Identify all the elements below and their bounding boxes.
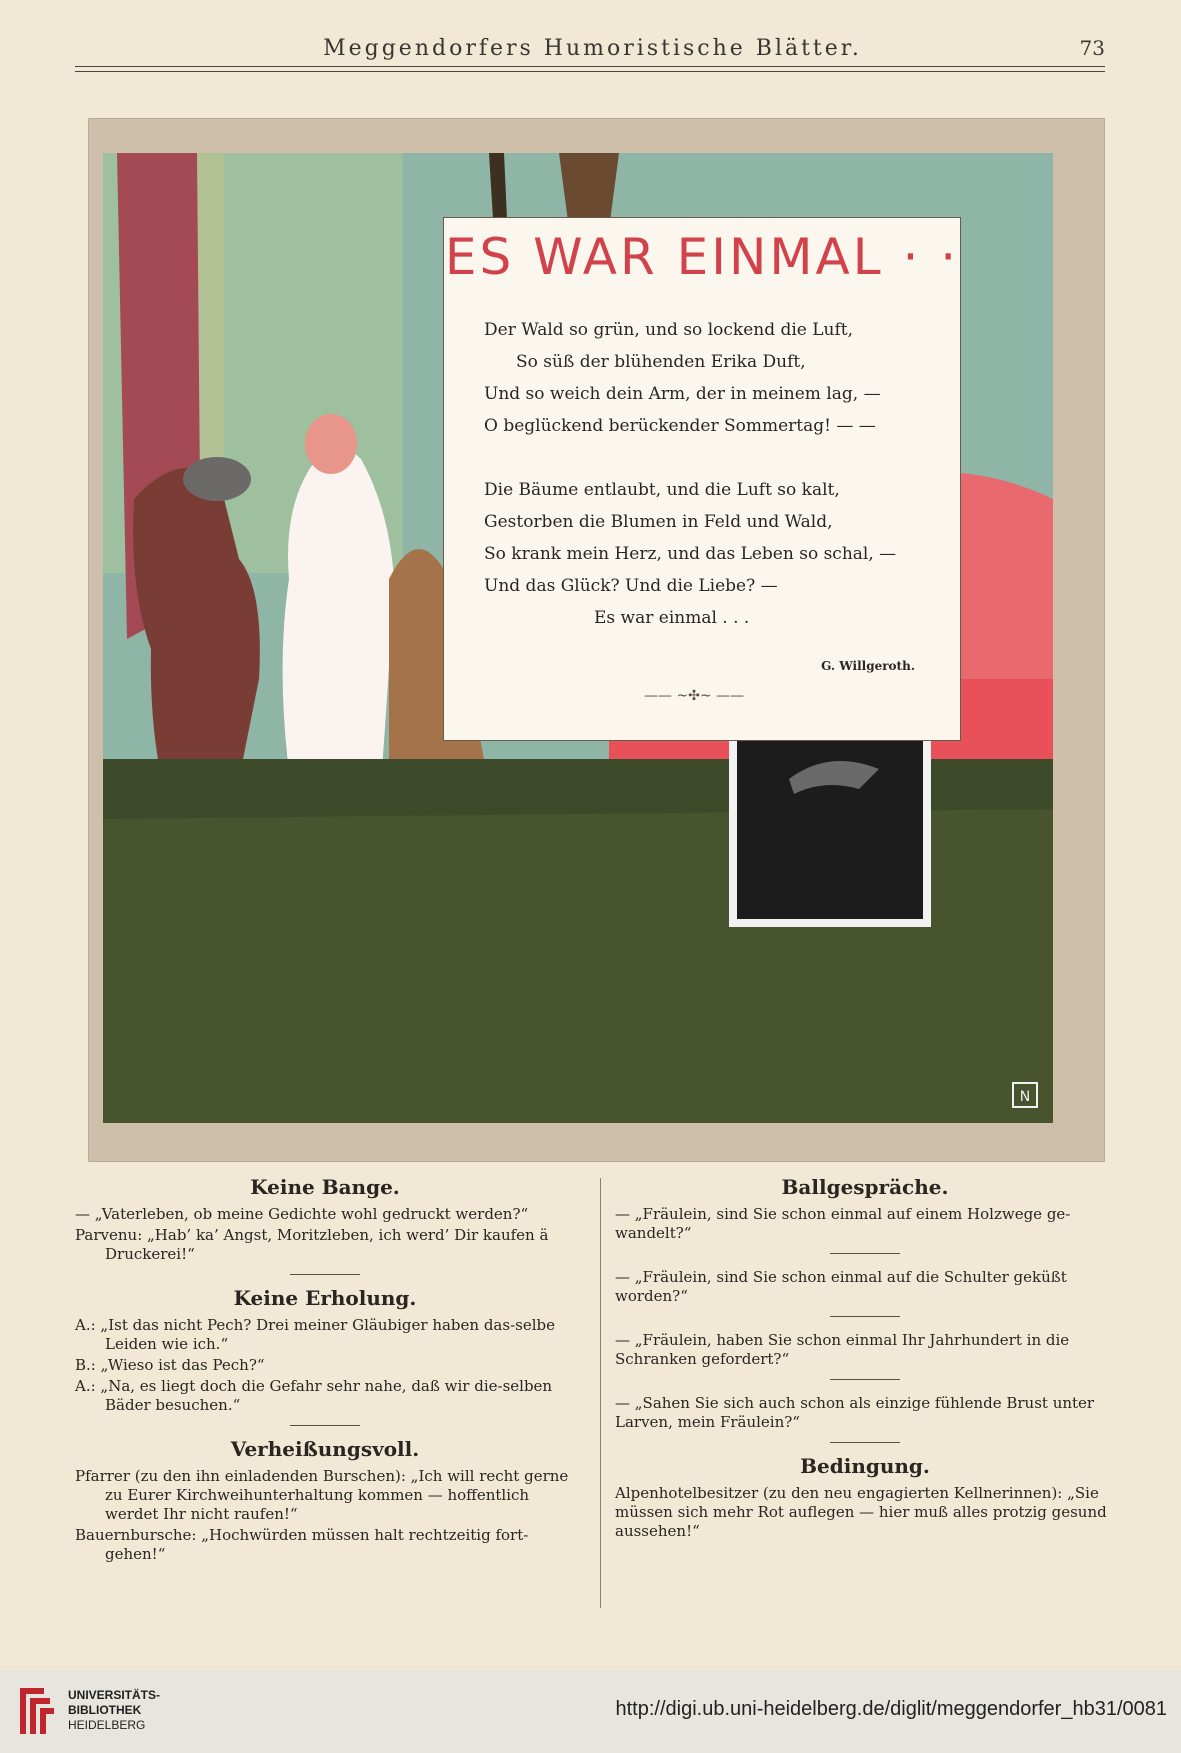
poem-line: Und so weich dein Arm, der in meinem lag, — [484,384,881,404]
section-title: Ballgespräche. [781,1175,949,1199]
joke-line: Bauernbursche: „Hochwürden müssen halt rechtzeitig fort-gehen!“ [75,1526,529,1563]
woman-figure [283,448,394,809]
library-name-line: BIBLIOTHEK [68,1703,142,1717]
section-title: Bedingung. [800,1454,930,1478]
portrait [737,727,923,919]
poem-line: Gestorben die Blumen in Feld und Wald, [484,512,833,532]
joke-line: — „Fräulein, sind Sie schon einmal auf einem Holzwege ge-wandelt?“ [615,1205,1071,1242]
section-separator [830,1379,900,1380]
running-header [80,36,1105,76]
poem-author: G. Willgeroth. [821,659,915,673]
joke-line: B.: „Wieso ist das Pech?“ [75,1356,265,1374]
section-separator [290,1425,360,1426]
joke-line: Pfarrer (zu den ihn einladenden Burschen): „Ich will recht gerne zu Eurer Kirchweihunterhaltung kommen — hoffentlich werdet Ihr nicht raufen!“ [75,1467,569,1523]
page-number: 73 [1079,36,1105,60]
journal-title: Meggendorfers Humoristische Blätter. [323,36,862,61]
poem-line: O beglückend berückender Sommertag! — — [484,416,876,436]
woman-hair [305,414,357,474]
section-separator [830,1316,900,1317]
poem-line: Der Wald so grün, und so lockend die Luft, [484,320,854,340]
joke-line: A.: „Na, es liegt doch die Gefahr sehr nahe, daß wir die-selben Bäder besuchen.“ [75,1377,553,1414]
poem-ornament: —— ~✣~ —— [644,688,745,704]
library-name-line: UNIVERSITÄTS- [68,1688,161,1702]
left-column [75,1175,575,1566]
poem-line: Die Bäume entlaubt, und die Luft so kalt, [484,480,840,500]
joke-line: Parvenu: „Hab’ ka’ Angst, Moritzleben, ich werd’ Dir kaufen ä Druckerei!“ [75,1226,549,1263]
footer-bar [0,1670,1181,1753]
joke-line: A.: „Ist das nicht Pech? Drei meiner Gläubiger haben das-selbe Leiden wie ich.“ [75,1316,555,1353]
library-logo-icon [14,1682,58,1740]
section-title: Keine Erholung. [233,1286,417,1310]
joke-line: Alpenhotelbesitzer (zu den neu engagierten Kellnerinnen): „Sie müssen sich mehr Rot auflegen — hier muß alles protzig gesund aussehen!“ [615,1484,1107,1540]
joke-line: — „Fräulein, haben Sie schon einmal Ihr Jahrhundert in die Schranken gefordert?“ [615,1331,1070,1368]
poem-line: So süß der blühenden Erika Duft, [516,352,806,372]
joke-line: — „Fräulein, sind Sie schon einmal auf die Schulter geküßt worden?“ [615,1268,1067,1305]
header-rule [75,71,1105,72]
library-name-line: HEIDELBERG [68,1718,146,1732]
poem-title: ES WAR EINMAL · · [444,228,960,286]
joke-line: — „Sahen Sie sich auch schon als einzige fühlende Brust unter Larven, mein Fräulein?“ [615,1394,1095,1431]
artist-monogram-text: N [1019,1089,1031,1105]
poem-line: Es war einmal . . . [594,608,750,628]
section-separator [830,1442,900,1443]
man-hat [183,457,251,501]
library-name [68,1688,160,1733]
header-rule [75,66,1105,67]
section-separator [290,1274,360,1275]
section-separator [830,1253,900,1254]
poem-line: So krank mein Herz, und das Leben so schal, — [484,544,897,564]
column-divider [600,1178,601,1608]
poem-box [443,217,961,741]
joke-line: — „Vaterleben, ob meine Gedichte wohl gedruckt werden?“ [75,1205,529,1223]
section-title: Keine Bange. [250,1175,400,1199]
source-url-link[interactable]: http://digi.ub.uni-heidelberg.de/diglit/meggendorfer_hb31/0081 [615,1698,1167,1720]
section-title: Verheißungsvoll. [230,1437,420,1461]
poem-line: Und das Glück? Und die Liebe? — [484,576,778,596]
right-column [615,1175,1115,1543]
